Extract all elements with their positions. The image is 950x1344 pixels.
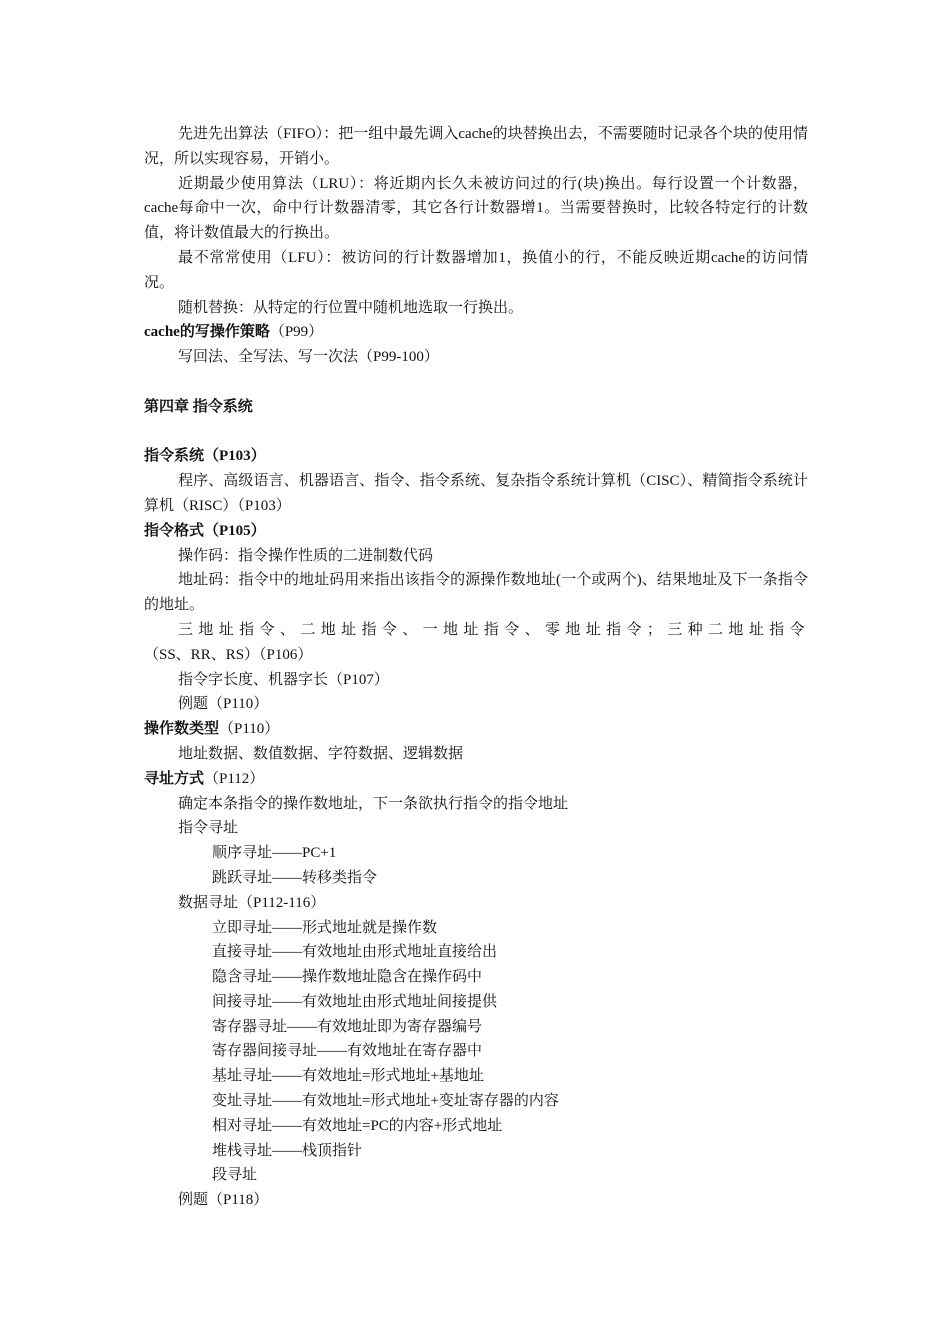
data-mode-item: 直接寻址——有效地址由形式地址直接给出 bbox=[212, 944, 498, 961]
operand-ref: （P110） bbox=[219, 721, 280, 738]
operand-title: 操作数类型 bbox=[144, 721, 220, 738]
address-code-paragraph: 地址码：指令中的地址码用来指出该指令的源操作数地址(一个或两个)、结果地址及下一条指令的地址。 bbox=[144, 572, 808, 614]
instr-addressing: 指令寻址 bbox=[178, 820, 239, 837]
data-mode-item: 寄存器寻址——有效地址即为寄存器编号 bbox=[212, 1018, 483, 1035]
word-length-line: 指令字长度、机器字长（P107） bbox=[178, 671, 389, 688]
write-policy-title: cache的写操作策略 bbox=[144, 324, 270, 341]
example2-line: 例题（P118） bbox=[178, 1192, 269, 1209]
addr-types-line1: 三地址指令、二地址指令、一地址指令、零地址指令；三种二地址指令 bbox=[178, 621, 808, 638]
data-mode-item: 立即寻址——形式地址就是操作数 bbox=[212, 919, 438, 936]
isa-body: 程序、高级语言、机器语言、指令、指令系统、复杂指令系统计算机（CISC）、精简指令系统计算机（RISC）（P103） bbox=[144, 473, 808, 514]
data-addressing: 数据寻址（P112-116） bbox=[178, 894, 326, 911]
addressing-heading bbox=[144, 767, 808, 792]
addr-types-line2: （SS、RR、RS）（P106） bbox=[144, 646, 313, 663]
random-paragraph: 随机替换：从特定的行位置中随机地选取一行换出。 bbox=[178, 299, 524, 316]
jump-addressing: 跳跃寻址——转移类指令 bbox=[212, 869, 378, 886]
operand-heading bbox=[144, 717, 808, 742]
addressing-ref: （P112） bbox=[204, 770, 265, 787]
document-page bbox=[144, 122, 808, 1213]
data-mode-item: 间接寻址——有效地址由形式地址间接提供 bbox=[212, 993, 498, 1010]
write-policy-ref: （P99） bbox=[269, 324, 324, 341]
lru-paragraph: 近期最少使用算法（LRU）：将近期内长久未被访问过的行(块)换出。每行设置一个计数器，cache每命中一次，命中行计数器清零，其它各行计数器增1。当需要替换时，比较各特定行的计数值，将计数值最大的行换出。 bbox=[144, 175, 808, 242]
chapter-title: 第四章 指令系统 bbox=[144, 398, 253, 415]
sequential-addressing: 顺序寻址——PC+1 bbox=[212, 845, 337, 862]
opcode-line: 操作码：指令操作性质的二进制数代码 bbox=[178, 547, 434, 564]
data-mode-item: 堆栈寻址——栈顶指针 bbox=[212, 1142, 363, 1159]
addressing-title: 寻址方式 bbox=[144, 770, 205, 787]
spacer bbox=[144, 420, 808, 445]
isa-title: 指令系统（P103） bbox=[144, 448, 266, 465]
format-title: 指令格式（P105） bbox=[144, 522, 266, 539]
write-policy-body: 写回法、全写法、写一次法（P99-100） bbox=[178, 349, 439, 366]
spacer bbox=[144, 370, 808, 395]
example1-line: 例题（P110） bbox=[178, 696, 269, 713]
data-mode-item: 变址寻址——有效地址=形式地址+变址寄存器的内容 bbox=[212, 1093, 559, 1110]
lfu-paragraph: 最不常常使用（LFU）：被访问的行计数器增加1，换值小的行，不能反映近期cache的访问情况。 bbox=[144, 249, 808, 291]
operand-body: 地址数据、数值数据、字符数据、逻辑数据 bbox=[178, 745, 464, 762]
write-policy-heading bbox=[144, 320, 808, 345]
data-mode-item: 段寻址 bbox=[212, 1167, 258, 1184]
addressing-intro: 确定本条指令的操作数地址，下一条欲执行指令的指令地址 bbox=[178, 795, 569, 812]
data-mode-item: 相对寻址——有效地址=PC的内容+形式地址 bbox=[212, 1117, 503, 1134]
data-mode-item: 隐含寻址——操作数地址隐含在操作码中 bbox=[212, 969, 483, 986]
data-mode-item: 基址寻址——有效地址=形式地址+基地址 bbox=[212, 1068, 484, 1085]
data-mode-item: 寄存器间接寻址——有效地址在寄存器中 bbox=[212, 1043, 483, 1060]
fifo-paragraph: 先进先出算法（FIFO）：把一组中最先调入cache的块替换出去，不需要随时记录各个块的使用情况，所以实现容易，开销小。 bbox=[144, 126, 808, 167]
